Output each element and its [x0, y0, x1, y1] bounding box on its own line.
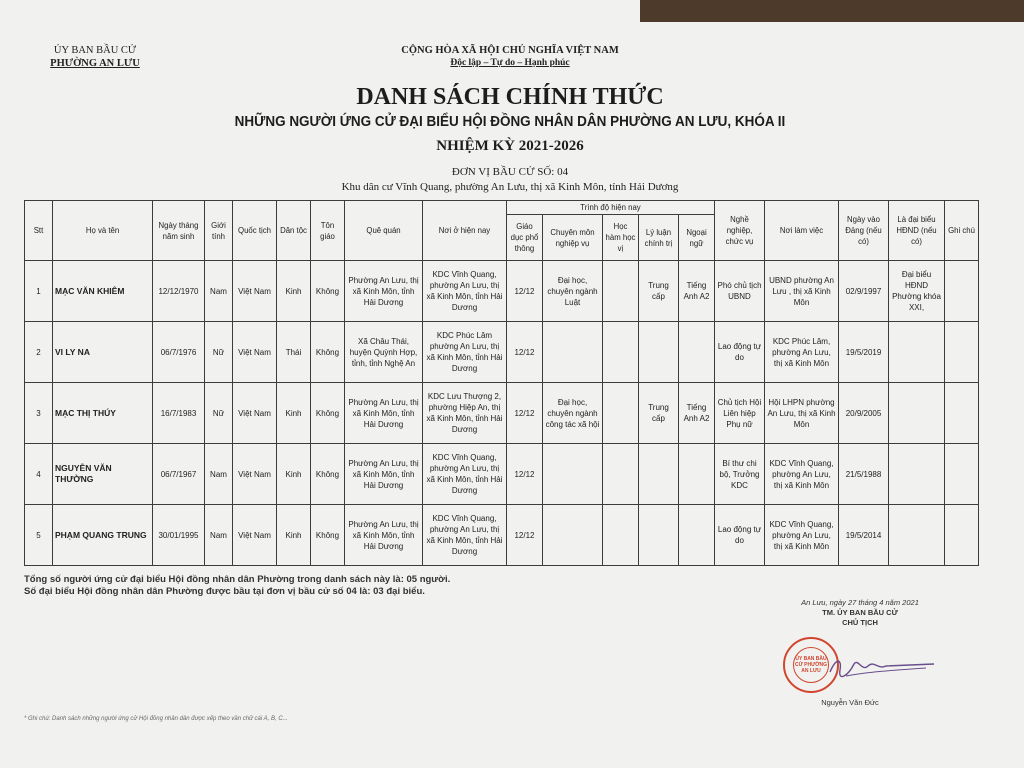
cell-occupation: Chủ tịch Hội Liên hiệp Phụ nữ	[715, 383, 765, 444]
cell-hometown: Phường An Lưu, thị xã Kinh Môn, tỉnh Hải Dương	[345, 383, 423, 444]
col-general-edu: Giáo dục phổ thông	[507, 215, 543, 261]
cell-residence: KDC Phúc Lâm phường An Lưu, thị xã Kinh Môn, tỉnh Hải Dương	[423, 322, 507, 383]
cell-political	[639, 322, 679, 383]
cell-religion: Không	[311, 261, 345, 322]
issuer-line2: PHƯỜNG AN LƯU	[50, 58, 140, 69]
col-dob: Ngày tháng năm sinh	[153, 201, 205, 261]
col-language: Ngoại ngữ	[679, 215, 715, 261]
handwritten-signature	[826, 652, 936, 682]
col-note: Ghi chú	[945, 201, 979, 261]
cell-ethnicity: Thái	[277, 322, 311, 383]
cell-academic	[603, 322, 639, 383]
col-residence: Nơi ở hiện nay	[423, 201, 507, 261]
cell-specialty	[543, 322, 603, 383]
electoral-unit: ĐƠN VỊ BẦU CỬ SỐ: 04	[451, 166, 569, 178]
col-education-group: Trình độ hiện nay	[507, 201, 715, 215]
table-row	[25, 383, 979, 444]
cell-ethnicity: Kinh	[277, 444, 311, 505]
cell-name: VI LY NA	[53, 322, 153, 383]
cell-name: PHẠM QUANG TRUNG	[53, 505, 153, 566]
col-academic: Học hàm học vị	[603, 215, 639, 261]
cell-occupation: Lao động tự do	[715, 505, 765, 566]
cell-delegate	[889, 505, 945, 566]
summary-seats: Số đại biểu Hội đồng nhân dân Phường được bầu tại đơn vị bầu cử số 04 là: 03 đại biểu.	[24, 586, 425, 597]
col-workplace: Nơi làm việc	[765, 201, 839, 261]
cell-religion: Không	[311, 444, 345, 505]
sign-role: CHỦ TỊCH	[842, 618, 878, 627]
cell-dob: 16/7/1983	[153, 383, 205, 444]
document-subtitle: NHỮNG NGƯỜI ỨNG CỬ ĐẠI BIỂU HỘI ĐỒNG NHÂN DÂN PHƯỜNG AN LƯU, KHÓA II	[234, 114, 786, 130]
cell-party-date: 02/9/1997	[839, 261, 889, 322]
footnote: * Ghi chú: Danh sách những người ứng cử Hội đồng nhân dân được xếp theo vần chữ cái A, B, C...	[24, 716, 288, 722]
cell-language	[679, 505, 715, 566]
cell-note	[945, 444, 979, 505]
cell-nationality: Việt Nam	[233, 444, 277, 505]
cell-gender: Nam	[205, 261, 233, 322]
cell-ethnicity: Kinh	[277, 261, 311, 322]
cell-political: Trung cấp	[639, 383, 679, 444]
cell-ethnicity: Kinh	[277, 383, 311, 444]
background-table-edge	[640, 0, 1024, 22]
cell-political: Trung cấp	[639, 261, 679, 322]
cell-political	[639, 505, 679, 566]
cell-religion: Không	[311, 383, 345, 444]
col-gender: Giới tính	[205, 201, 233, 261]
col-religion: Tôn giáo	[311, 201, 345, 261]
cell-hometown: Phường An Lưu, thị xã Kinh Môn, tỉnh Hải Dương	[345, 444, 423, 505]
col-stt: Stt	[25, 201, 53, 261]
cell-general-edu: 12/12	[507, 444, 543, 505]
cell-gender: Nữ	[205, 383, 233, 444]
summary	[24, 574, 624, 598]
cell-gender: Nam	[205, 505, 233, 566]
term-label: NHIỆM KỲ 2021-2026	[436, 138, 584, 154]
country-name: CỘNG HÒA XÃ HỘI CHỦ NGHĨA VIỆT NAM	[401, 45, 619, 56]
cell-dob: 06/7/1967	[153, 444, 205, 505]
col-political: Lý luận chính trị	[639, 215, 679, 261]
electoral-area: Khu dân cư Vĩnh Quang, phường An Lưu, thị xã Kinh Môn, tỉnh Hải Dương	[341, 181, 679, 193]
cell-dob: 12/12/1970	[153, 261, 205, 322]
cell-stt: 4	[25, 444, 53, 505]
cell-ethnicity: Kinh	[277, 505, 311, 566]
signer-name: Nguyễn Văn Đức	[821, 698, 879, 707]
issuer-line1: ỦY BAN BẦU CỬ	[53, 45, 137, 56]
cell-hometown: Phường An Lưu, thị xã Kinh Môn, tỉnh Hải Dương	[345, 505, 423, 566]
cell-note	[945, 383, 979, 444]
col-occupation: Nghề nghiệp, chức vụ	[715, 201, 765, 261]
cell-academic	[603, 505, 639, 566]
cell-workplace: UBND phường An Lưu , thị xã Kinh Môn	[765, 261, 839, 322]
cell-dob: 30/01/1995	[153, 505, 205, 566]
table-row	[25, 322, 979, 383]
motto: Độc lập – Tự do – Hạnh phúc	[450, 58, 570, 68]
cell-general-edu: 12/12	[507, 322, 543, 383]
sign-org: TM. ỦY BAN BẦU CỬ	[822, 608, 898, 617]
cell-stt: 1	[25, 261, 53, 322]
col-party-date: Ngày vào Đảng (nếu có)	[839, 201, 889, 261]
table-row	[25, 505, 979, 566]
cell-language: Tiếng Anh A2	[679, 383, 715, 444]
cell-gender: Nam	[205, 444, 233, 505]
cell-party-date: 20/9/2005	[839, 383, 889, 444]
cell-specialty	[543, 505, 603, 566]
cell-party-date: 21/5/1988	[839, 444, 889, 505]
cell-religion: Không	[311, 322, 345, 383]
cell-occupation: Phó chủ tịch UBND	[715, 261, 765, 322]
cell-academic	[603, 383, 639, 444]
col-specialty: Chuyên môn nghiệp vụ	[543, 215, 603, 261]
cell-occupation: Lao động tự do	[715, 322, 765, 383]
seal-text: ỦY BAN BẦU CỬ PHƯỜNG AN LƯU	[793, 647, 829, 683]
col-hometown: Quê quán	[345, 201, 423, 261]
cell-residence: KDC Vĩnh Quang, phường An Lưu, thị xã Kinh Môn, tỉnh Hải Dương	[423, 444, 507, 505]
document-title: DANH SÁCH CHÍNH THỨC	[356, 84, 664, 110]
candidate-table	[24, 200, 979, 566]
cell-residence: KDC Vĩnh Quang, phường An Lưu, thị xã Kinh Môn, tỉnh Hải Dương	[423, 261, 507, 322]
cell-language	[679, 322, 715, 383]
cell-name: MẠC THỊ THÚY	[53, 383, 153, 444]
cell-stt: 5	[25, 505, 53, 566]
cell-stt: 2	[25, 322, 53, 383]
cell-nationality: Việt Nam	[233, 322, 277, 383]
cell-general-edu: 12/12	[507, 261, 543, 322]
cell-delegate: Đại biểu HĐND Phường khóa XXI,	[889, 261, 945, 322]
cell-residence: KDC Lưu Thượng 2, phường Hiệp An, thị xã Kinh Môn, tỉnh Hải Dương	[423, 383, 507, 444]
cell-name: NGUYỄN VĂN THƯỜNG	[53, 444, 153, 505]
cell-workplace: KDC Vĩnh Quang, phường An Lưu, thị xã Kinh Môn	[765, 505, 839, 566]
cell-academic	[603, 444, 639, 505]
cell-political	[639, 444, 679, 505]
cell-party-date: 19/5/2019	[839, 322, 889, 383]
cell-religion: Không	[311, 505, 345, 566]
cell-language	[679, 444, 715, 505]
sign-date: An Lưu, ngày 27 tháng 4 năm 2021	[801, 598, 919, 607]
cell-general-edu: 12/12	[507, 383, 543, 444]
cell-name: MẠC VĂN KHIÊM	[53, 261, 153, 322]
cell-workplace: KDC Vĩnh Quang, phường An Lưu, thị xã Kinh Môn	[765, 444, 839, 505]
cell-nationality: Việt Nam	[233, 505, 277, 566]
signature-block	[760, 598, 960, 628]
cell-dob: 06/7/1976	[153, 322, 205, 383]
national-motto	[370, 44, 650, 70]
cell-note	[945, 505, 979, 566]
cell-delegate	[889, 383, 945, 444]
summary-total: Tổng số người ứng cử đại biểu Hội đồng nhân dân Phường trong danh sách này là: 05 người.	[24, 574, 451, 585]
table-row	[25, 261, 979, 322]
cell-language: Tiếng Anh A2	[679, 261, 715, 322]
table-row	[25, 444, 979, 505]
cell-gender: Nữ	[205, 322, 233, 383]
cell-specialty: Đại học, chuyên ngành công tác xã hội	[543, 383, 603, 444]
cell-stt: 3	[25, 383, 53, 444]
col-ethnicity: Dân tộc	[277, 201, 311, 261]
cell-residence: KDC Vĩnh Quang, phường An Lưu, thị xã Kinh Môn, tỉnh Hải Dương	[423, 505, 507, 566]
cell-academic	[603, 261, 639, 322]
col-nationality: Quốc tịch	[233, 201, 277, 261]
cell-hometown: Phường An Lưu, thị xã Kinh Môn, tỉnh Hải Dương	[345, 261, 423, 322]
col-name: Họ và tên	[53, 201, 153, 261]
cell-specialty	[543, 444, 603, 505]
cell-general-edu: 12/12	[507, 505, 543, 566]
issuer-header	[20, 44, 170, 70]
cell-workplace: KDC Phúc Lâm, phường An Lưu, thị xã Kinh Môn	[765, 322, 839, 383]
cell-delegate	[889, 444, 945, 505]
cell-note	[945, 322, 979, 383]
cell-workplace: Hội LHPN phường An Lưu, thị xã Kinh Môn	[765, 383, 839, 444]
cell-occupation: Bí thư chi bộ, Trưởng KDC	[715, 444, 765, 505]
cell-nationality: Việt Nam	[233, 383, 277, 444]
cell-hometown: Xã Châu Thái, huyện Quỳnh Hợp, tỉnh, tỉnh Nghệ An	[345, 322, 423, 383]
cell-note	[945, 261, 979, 322]
cell-delegate	[889, 322, 945, 383]
col-delegate: Là đại biểu HĐND (nếu có)	[889, 201, 945, 261]
cell-nationality: Việt Nam	[233, 261, 277, 322]
cell-party-date: 19/5/2014	[839, 505, 889, 566]
cell-specialty: Đại học, chuyên ngành Luật	[543, 261, 603, 322]
